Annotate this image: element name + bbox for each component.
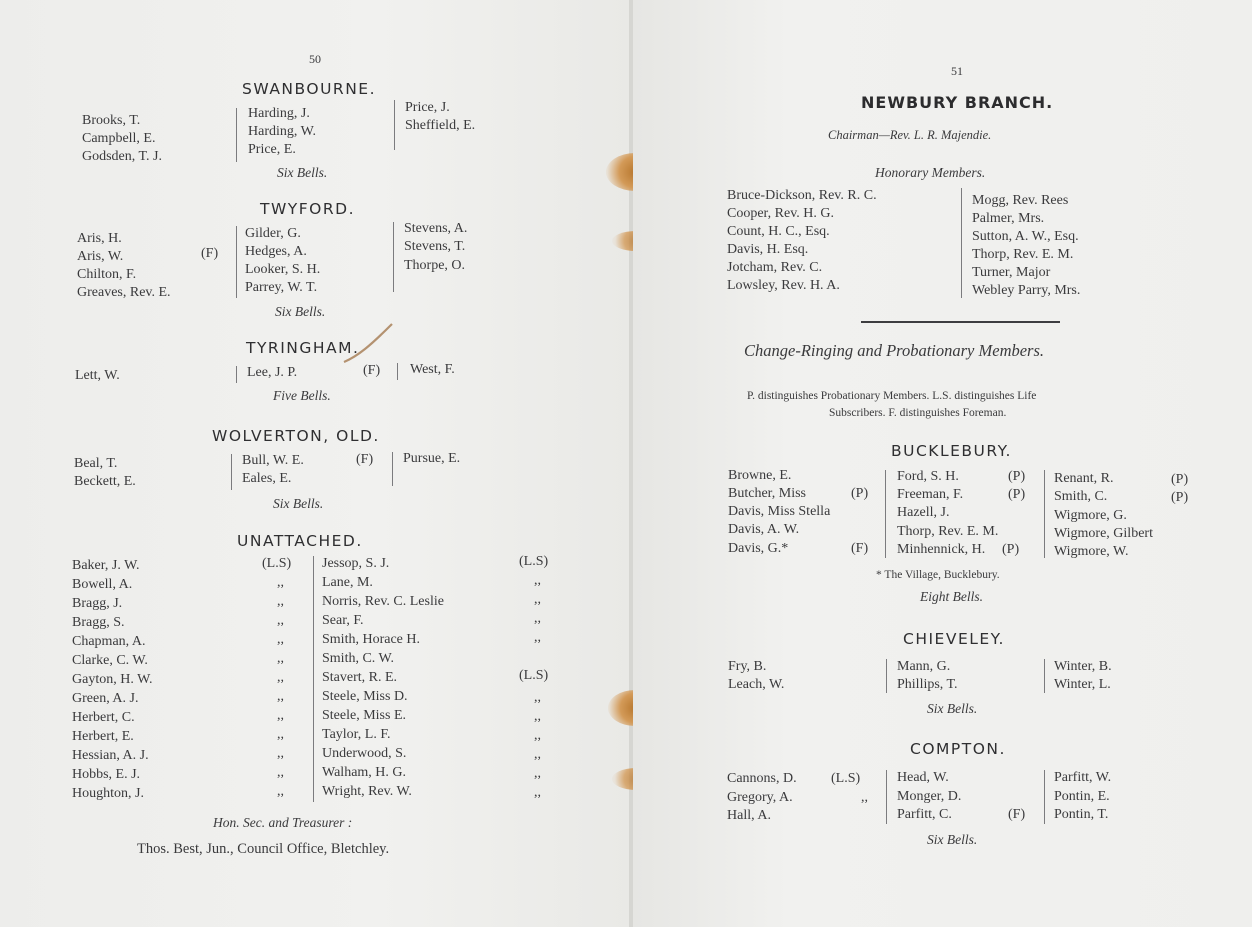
- name-entry: Norris, Rev. C. Leslie: [322, 594, 444, 609]
- name-entry: Bull, W. E.: [242, 453, 304, 468]
- name-entry: Thorp, Rev. E. M.: [897, 524, 999, 539]
- name-entry: Steele, Miss D.: [322, 689, 408, 704]
- ditto-mark: ,,: [277, 670, 284, 685]
- column-divider: [961, 188, 962, 298]
- name-entry: Stavert, R. E.: [322, 670, 398, 685]
- name-entry: Thorpe, O.: [404, 258, 466, 273]
- column-divider: [236, 366, 237, 383]
- name-entry: Herbert, C.: [72, 710, 135, 725]
- bells-note: Six Bells.: [277, 165, 328, 180]
- rule-divider: [861, 321, 1060, 323]
- section-title-bucklebury: BUCKLEBURY.: [891, 442, 1012, 460]
- column-divider: [392, 452, 393, 486]
- name-entry: Thorp, Rev. E. M.: [972, 247, 1074, 262]
- name-entry: Davis, A. W.: [728, 522, 800, 537]
- member-mark: (P): [1002, 542, 1020, 557]
- ditto-mark: ,,: [277, 784, 284, 799]
- name-entry: Godsden, T. J.: [82, 149, 162, 164]
- page-number: 51: [951, 64, 963, 78]
- name-entry: Leach, W.: [728, 677, 785, 692]
- name-entry: Monger, D.: [897, 789, 962, 804]
- ditto-mark: ,,: [534, 592, 541, 607]
- name-entry: Hedges, A.: [245, 244, 307, 259]
- section-title-twyford: TWYFORD.: [260, 200, 356, 218]
- name-entry: Price, J.: [405, 100, 450, 115]
- section-title-wolverton: WOLVERTON, OLD.: [212, 427, 380, 445]
- member-mark: (P): [851, 486, 869, 501]
- bells-note: Eight Bells.: [920, 589, 983, 604]
- name-entry: Webley Parry, Mrs.: [972, 283, 1081, 298]
- ditto-mark: ,,: [277, 708, 284, 723]
- name-entry: Underwood, S.: [322, 746, 407, 761]
- member-mark: (P): [1171, 472, 1189, 487]
- column-divider: [885, 470, 886, 558]
- name-entry: Davis, G.*: [728, 541, 789, 556]
- name-entry: Wright, Rev. W.: [322, 784, 412, 799]
- name-entry: Beal, T.: [74, 456, 118, 471]
- name-entry: Eales, E.: [242, 471, 292, 486]
- name-entry: Turner, Major: [972, 265, 1051, 280]
- name-entry: Lee, J. P.: [247, 365, 298, 380]
- ditto-mark: ,,: [534, 573, 541, 588]
- secretary-heading: Hon. Sec. and Treasurer :: [213, 815, 353, 830]
- page-number: 50: [309, 52, 321, 66]
- name-entry: Minhennick, H.: [897, 542, 986, 557]
- name-entry: Renant, R.: [1054, 471, 1114, 486]
- name-entry: Smith, C. W.: [322, 651, 394, 666]
- name-entry: Stevens, T.: [404, 239, 466, 254]
- ditto-mark: ,,: [534, 611, 541, 626]
- legend-note: Subscribers. F. distinguishes Foreman.: [829, 407, 1007, 419]
- name-entry: Lowsley, Rev. H. A.: [727, 278, 840, 293]
- name-entry: Head, W.: [897, 770, 949, 785]
- name-entry: Hall, A.: [727, 808, 771, 823]
- name-entry: Herbert, E.: [72, 729, 134, 744]
- name-entry: Steele, Miss E.: [322, 708, 406, 723]
- bells-note: Six Bells.: [275, 304, 326, 319]
- ditto-mark: ,,: [277, 651, 284, 666]
- ink-stroke: [340, 322, 396, 366]
- section-title-compton: COMPTON.: [910, 740, 1006, 758]
- name-entry: Baker, J. W.: [72, 558, 140, 573]
- name-entry: Sear, F.: [322, 613, 364, 628]
- name-entry: Davis, H. Esq.: [727, 242, 809, 257]
- bells-note: Five Bells.: [273, 388, 331, 403]
- branch-title: NEWBURY BRANCH.: [861, 93, 1054, 112]
- column-divider: [231, 454, 232, 490]
- ditto-mark: ,,: [534, 747, 541, 762]
- column-divider: [886, 770, 887, 824]
- ditto-mark: ,,: [534, 728, 541, 743]
- name-entry: Sutton, A. W., Esq.: [972, 229, 1079, 244]
- name-entry: Smith, Horace H.: [322, 632, 420, 647]
- bells-note: Six Bells.: [927, 832, 978, 847]
- member-mark: (L.S): [519, 554, 549, 569]
- column-divider: [393, 222, 394, 292]
- name-entry: Palmer, Mrs.: [972, 211, 1045, 226]
- name-entry: Gregory, A.: [727, 790, 793, 805]
- name-entry: Hobbs, E. J.: [72, 767, 141, 782]
- member-mark: (L.S): [519, 668, 549, 683]
- ditto-mark: ,,: [534, 630, 541, 645]
- column-divider: [1044, 470, 1045, 558]
- name-entry: Sheffield, E.: [405, 118, 476, 133]
- member-mark: (L.S): [262, 556, 292, 571]
- name-entry: Looker, S. H.: [245, 262, 321, 277]
- name-entry: Taylor, L. F.: [322, 727, 391, 742]
- name-entry: Freeman, F.: [897, 487, 964, 502]
- section-title-chieveley: CHIEVELEY.: [903, 630, 1005, 648]
- ditto-mark: ,,: [277, 594, 284, 609]
- member-mark: (P): [1008, 487, 1026, 502]
- ditto-mark: ,,: [534, 766, 541, 781]
- bells-note: Six Bells.: [273, 496, 324, 511]
- foreman-mark: (F): [851, 541, 869, 556]
- ditto-mark: ,,: [277, 575, 284, 590]
- name-entry: Butcher, Miss: [728, 486, 806, 501]
- name-entry: Winter, L.: [1054, 677, 1111, 692]
- column-divider: [886, 659, 887, 693]
- name-entry: Gilder, G.: [245, 226, 301, 241]
- name-entry: Jotcham, Rev. C.: [727, 260, 823, 275]
- foreman-mark: (F): [356, 452, 374, 467]
- section-title-tyringham: TYRINGHAM.: [246, 339, 360, 357]
- secretary-address: Thos. Best, Jun., Council Office, Bletchley.: [137, 841, 390, 857]
- name-entry: Aris, H.: [77, 231, 122, 246]
- section-title-swanbourne: SWANBOURNE.: [242, 80, 377, 98]
- name-entry: Pursue, E.: [403, 451, 461, 466]
- name-entry: Cannons, D.: [727, 771, 797, 786]
- change-ringing-heading: Change-Ringing and Probationary Members.: [744, 341, 1045, 360]
- name-entry: Browne, E.: [728, 468, 792, 483]
- name-entry: Clarke, C. W.: [72, 653, 148, 668]
- ditto-mark: ,,: [534, 690, 541, 705]
- ditto-mark: ,,: [534, 709, 541, 724]
- name-entry: Brooks, T.: [82, 113, 141, 128]
- member-mark: (P): [1008, 469, 1026, 484]
- column-divider: [397, 363, 398, 380]
- name-entry: Parrey, W. T.: [245, 280, 318, 295]
- section-title-unattached: UNATTACHED.: [237, 532, 363, 550]
- foreman-mark: (F): [1008, 807, 1026, 822]
- ditto-mark: ,,: [534, 785, 541, 800]
- column-divider: [313, 556, 314, 802]
- name-entry: Ford, S. H.: [897, 469, 959, 484]
- name-entry: Parfitt, W.: [1054, 770, 1112, 785]
- name-entry: West, F.: [410, 362, 455, 377]
- name-entry: Bowell, A.: [72, 577, 133, 592]
- name-entry: Fry, B.: [728, 659, 767, 674]
- ditto-mark: ,,: [277, 689, 284, 704]
- name-entry: Jessop, S. J.: [322, 556, 390, 571]
- name-entry: Davis, Miss Stella: [728, 504, 831, 519]
- name-entry: Pontin, T.: [1054, 807, 1109, 822]
- column-divider: [394, 100, 395, 150]
- name-entry: Walham, H. G.: [322, 765, 407, 780]
- name-entry: Count, H. C., Esq.: [727, 224, 830, 239]
- foreman-mark: (F): [363, 363, 381, 378]
- name-entry: Winter, B.: [1054, 659, 1112, 674]
- honorary-heading: Honorary Members.: [875, 165, 986, 180]
- ditto-mark: ,,: [277, 765, 284, 780]
- ditto-mark: ,,: [861, 790, 868, 805]
- name-entry: Chilton, F.: [77, 267, 137, 282]
- ditto-mark: ,,: [277, 746, 284, 761]
- ditto-mark: ,,: [277, 632, 284, 647]
- column-divider: [236, 226, 237, 298]
- bells-note: Six Bells.: [927, 701, 978, 716]
- name-entry: Houghton, J.: [72, 786, 144, 801]
- name-entry: Wigmore, G.: [1054, 508, 1127, 523]
- name-entry: Campbell, E.: [82, 131, 156, 146]
- name-entry: Aris, W.: [77, 249, 124, 264]
- name-entry: Wigmore, W.: [1054, 544, 1129, 559]
- name-entry: Pontin, E.: [1054, 789, 1110, 804]
- member-mark: (L.S): [831, 771, 861, 786]
- ditto-mark: ,,: [277, 727, 284, 742]
- legend-note: P. distinguishes Probationary Members. L.S. distinguishes Life: [747, 390, 1037, 402]
- name-entry: Smith, C.: [1054, 489, 1108, 504]
- name-entry: Parfitt, C.: [897, 807, 952, 822]
- name-entry: Beckett, E.: [74, 474, 136, 489]
- footnote: * The Village, Bucklebury.: [876, 569, 1000, 581]
- name-entry: Bruce-Dickson, Rev. R. C.: [727, 188, 877, 203]
- name-entry: Chapman, A.: [72, 634, 146, 649]
- column-divider: [1044, 659, 1045, 693]
- chairman-line: Chairman—Rev. L. R. Majendie.: [828, 128, 992, 142]
- name-entry: Wigmore, Gilbert: [1054, 526, 1153, 541]
- name-entry: Cooper, Rev. H. G.: [727, 206, 835, 221]
- name-entry: Gayton, H. W.: [72, 672, 153, 687]
- name-entry: Greaves, Rev. E.: [77, 285, 171, 300]
- name-entry: Harding, W.: [248, 124, 317, 139]
- name-entry: Bragg, S.: [72, 615, 125, 630]
- name-entry: Phillips, T.: [897, 677, 958, 692]
- name-entry: Hessian, A. J.: [72, 748, 149, 763]
- name-entry: Hazell, J.: [897, 505, 950, 520]
- name-entry: Lane, M.: [322, 575, 373, 590]
- right-page: [633, 0, 1252, 927]
- name-entry: Stevens, A.: [404, 221, 468, 236]
- name-entry: Lett, W.: [75, 368, 120, 383]
- column-divider: [236, 108, 237, 162]
- name-entry: Mogg, Rev. Rees: [972, 193, 1069, 208]
- member-mark: (P): [1171, 490, 1189, 505]
- column-divider: [1044, 770, 1045, 824]
- name-entry: Green, A. J.: [72, 691, 139, 706]
- name-entry: Price, E.: [248, 142, 296, 157]
- name-entry: Harding, J.: [248, 106, 310, 121]
- name-entry: Bragg, J.: [72, 596, 123, 611]
- name-entry: Mann, G.: [897, 659, 951, 674]
- ditto-mark: ,,: [277, 613, 284, 628]
- foreman-mark: (F): [201, 246, 219, 261]
